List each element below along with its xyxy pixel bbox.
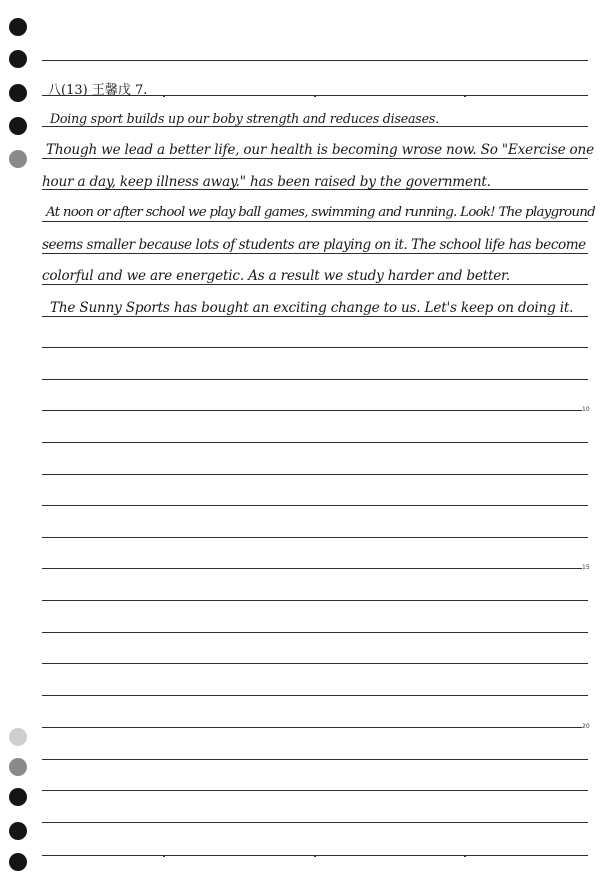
ruled-line (42, 379, 588, 380)
line-number-15: 15 (582, 564, 590, 571)
ruler-tick (314, 95, 316, 97)
ruled-line (42, 284, 588, 285)
ruled-line (42, 727, 582, 728)
ruler-tick (464, 95, 466, 97)
ruled-line (42, 442, 588, 443)
ruled-line (42, 253, 588, 254)
ruled-line (42, 347, 588, 348)
ruled-line (42, 126, 588, 127)
ruled-line (42, 505, 588, 506)
essay-line-5: seems smaller because lots of students are playing on it. The school life has become (42, 237, 586, 253)
ruled-line (42, 537, 588, 538)
ruled-line (42, 221, 588, 222)
ruled-line (42, 158, 588, 159)
ruled-line (42, 568, 582, 569)
ruled-line (42, 60, 588, 61)
ruled-line (42, 790, 588, 791)
essay-line-2: Though we lead a better life, our health is becoming wrose now. So "Exercise one (46, 142, 594, 158)
student-info: 八(13) 王馨戊 7. (48, 83, 148, 98)
ruled-line (42, 474, 588, 475)
line-number-10: 10 (582, 406, 590, 413)
ruled-line (42, 695, 588, 696)
essay-line-7: The Sunny Sports has bought an exciting change to us. Let's keep on doing it. (50, 300, 574, 316)
ruled-line (42, 600, 588, 601)
essay-line-3: hour a day, keep illness away." has been raised by the government. (42, 174, 491, 190)
ruler-tick (163, 855, 165, 857)
ruler-tick (464, 855, 466, 857)
ruled-line (42, 822, 588, 823)
line-number-20: 20 (582, 723, 590, 730)
essay-line-1: Doing sport builds up our boby strength and reduces diseases. (50, 111, 439, 126)
ruled-line (42, 316, 588, 317)
essay-line-4: At noon or after school we play ball games, swimming and running. Look! The playground (46, 205, 595, 220)
ruled-line (42, 632, 588, 633)
ruler-tick (163, 95, 165, 97)
ruled-line (42, 410, 582, 411)
ruled-line (42, 663, 588, 664)
ruled-line (42, 759, 588, 760)
essay-line-6: colorful and we are energetic. As a result we study harder and better. (42, 268, 510, 284)
ruler-tick (314, 855, 316, 857)
